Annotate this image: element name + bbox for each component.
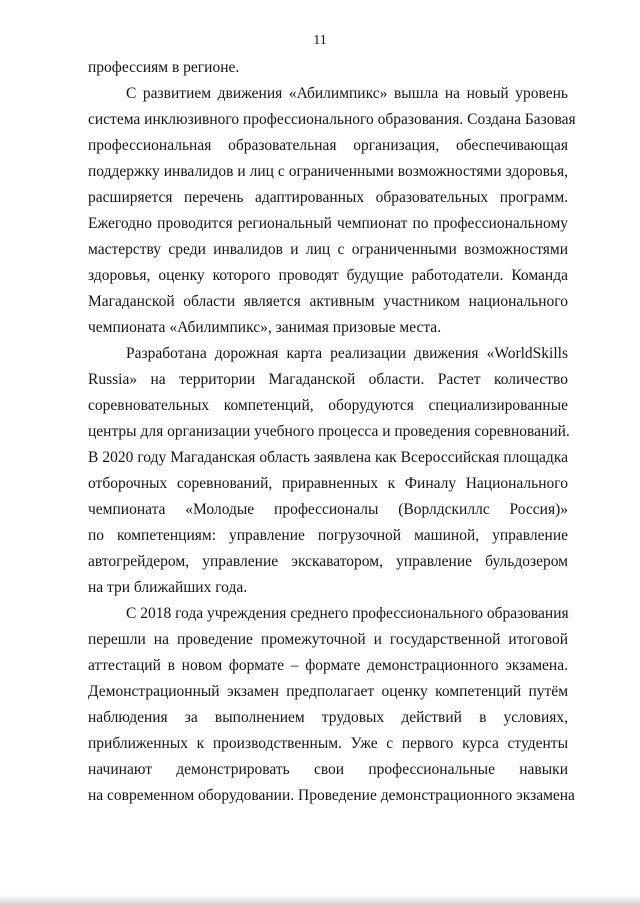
text-line: чемпионата «Молодые профессионалы (Ворлдскиллс Россия)» xyxy=(88,501,568,518)
text-line: начинают демонстрировать свои профессиональные навыки xyxy=(88,761,568,778)
text-line: В 2020 году Магаданская область заявлена как Всероссийская площадка xyxy=(88,449,568,466)
text-line: профессиональная образовательная организация, обеспечивающая xyxy=(88,137,568,154)
text-line: поддержку инвалидов и лиц с ограниченными возможностями здоровья, xyxy=(88,163,568,180)
text-line: перешли на проведение промежуточной и государственной итоговой xyxy=(88,631,568,648)
text-line: приближенных к производственным. Уже с первого курса студенты xyxy=(88,735,568,752)
text-line: мастерству среди инвалидов и лиц с ограниченными возможностями xyxy=(88,241,568,258)
text-line: аттестаций в новом формате – формате демонстрационного экзамена. xyxy=(88,657,568,674)
text-line: на современном оборудовании. Проведение демонстрационного экзамена xyxy=(88,787,575,804)
text-line: автогрейдером, управление экскаватором, управление бульдозером xyxy=(88,553,568,570)
text-line: Магаданской области является активным участником национального xyxy=(88,293,568,310)
text-line: Russia» на территории Магаданской области. Растет количество xyxy=(88,371,568,388)
text-line: центры для организации учебного процесса и проведения соревнований. xyxy=(88,423,570,440)
text-line: наблюдения за выполнением трудовых действий в условиях, xyxy=(88,709,568,726)
text-line: по компетенциям: управление погрузочной машиной, управление xyxy=(88,527,568,544)
scan-bottom-edge xyxy=(0,895,640,905)
paragraph-first-line: Разработана дорожная карта реализации движения «WorldSkills xyxy=(126,345,568,362)
paragraph-first-line: С 2018 года учреждения среднего профессионального образования xyxy=(126,605,569,622)
text-line: Демонстрационный экзамен предполагает оценку компетенций путём xyxy=(88,683,568,700)
text-line: профессиям в регионе. xyxy=(88,59,240,76)
text-line: система инклюзивного профессионального образования. Создана Базовая xyxy=(88,111,576,128)
text-line: Ежегодно проводится региональный чемпионат по профессиональному xyxy=(88,215,568,232)
page-number: 11 xyxy=(313,33,327,48)
text-line: отборочных соревнований, приравненных к Финалу Национального xyxy=(88,475,568,492)
text-line: чемпионата «Абилимпикс», занимая призовые места. xyxy=(88,319,442,336)
text-line: соревновательных компетенций, оборудуются специализированные xyxy=(88,397,568,414)
text-line: расширяется перечень адаптированных образовательных программ. xyxy=(88,189,568,206)
paragraph-first-line: С развитием движения «Абилимпикс» вышла на новый уровень xyxy=(126,85,568,102)
text-line: на три ближайших года. xyxy=(88,579,248,596)
text-line: здоровья, оценку которого проводят будущие работодатели. Команда xyxy=(88,267,568,284)
